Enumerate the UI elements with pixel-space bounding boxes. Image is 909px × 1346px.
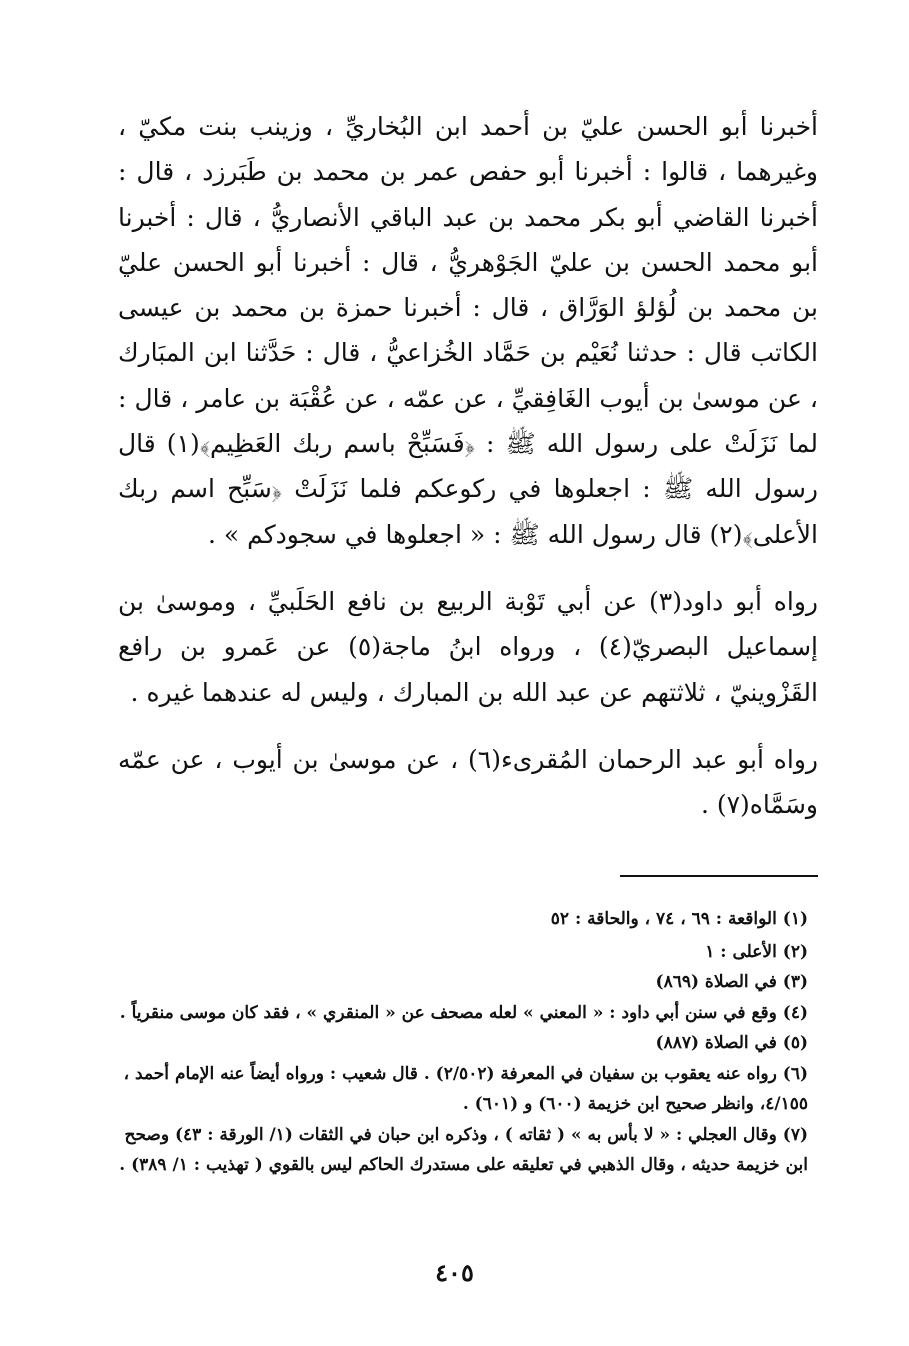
page-number: ٤٠٥: [435, 1258, 474, 1287]
footnote-separator: [620, 875, 818, 877]
paragraph-isnad: أخبرنا أبو الحسن عليّ بن أحمد ابن البُخاريِّ ، وزينب بنت مكيّ ، وغيرهما ، قالوا : أخبرنا أبو حفص عمر بن محمد بن طَبَرزد ، قال : أخبرنا القاضي أبو بكر محمد بن عبد الباقي الأنصاريُّ ، قال : أخبرنا أبو محمد الحسن بن عليّ الجَوْهريُّ ، قال : أخبرنا أبو الحسن عليّ بن محمد بن لُؤلؤ الوَرَّاق ، قال : أخبرنا حمزة بن محمد بن عيسى الكاتب قال : حدثنا نُعَيْم بن حَمَّاد الخُزاعيُّ ، قال : حَدَّثنا ابن المبَارك ، عن موسىٰ بن أيوب الغَافِقيِّ ، عن عمّه ، عن عُقْبَة بن عامر ، قال : لما نَزَلَتْ على رسول الله ﷺ : ﴿فَسَبِّحْ باسم ربك العَظِيم﴾(١) قال رسول الله ﷺ : اجعلوها في ركوعكم فلما نَزَلَتْ ﴿سَبِّح اسم ربك الأعلى﴾(٢) قال رسول الله ﷺ : « اجعلوها في سجودكم » .: [118, 112, 818, 549]
footnote-1: (١) الواقعة : ٦٩ ، ٧٤ ، والحاقة : ٥٢: [550, 909, 808, 929]
footnote-7: (٧) وقال العجلي : « لا بأس به » ( ثقاته ) ، وذكره ابن حبان في الثقات (١/ الورقة : ٤٣) وصحح ابن خزيمة حديثه ، وقال الذهبي في تعليقه على مستدرك الحاكم ليس بالقوي ( تهذيب : ١/ ٣٨٩) .: [119, 1124, 808, 1175]
footnote-2: (٢) الأعلى : ١: [705, 941, 808, 962]
paragraph-takhrij: رواه أبو داود(٣) عن أبي تَوْبة الربيع بن نافع الحَلَبيِّ ، وموسىٰ بن إسماعيل البصريّ(٤) ، ورواه ابنُ ماجة(٥) عن عَمرو بن رافع القَزْوينيّ ، ثلاثتهم عن عبد الله بن المبارك ، وليس له عندهما غيره .: [118, 586, 818, 707]
footnote-4: (٤) وقع في سنن أبي داود : « المعني » لعله مصحف عن « المنقري » ، فقد كان موسى منقرياً .: [119, 1002, 808, 1023]
paragraph-riwaya: رواه أبو عبد الرحمان المُقرىء(٦) ، عن موسىٰ بن أيوب ، عن عمّه وسَمَّاه(٧) .: [118, 744, 818, 820]
footnote-6: (٦) رواه عنه يعقوب بن سفيان في المعرفة (٢/٥٠٢) . قال شعيب : ورواه أيضاً عنه الإمام أحمد ، ٤/١٥٥، وانظر صحيح ابن خزيمة (٦٠٠) و (٦٠١) .: [123, 1063, 808, 1114]
footnotes: [108, 904, 808, 1181]
footnote-5: (٥) في الصلاة (٨٨٧): [655, 1033, 808, 1053]
main-text: [118, 104, 818, 827]
footnote-3: (٣) في الصلاة (٨٦٩): [655, 972, 808, 992]
